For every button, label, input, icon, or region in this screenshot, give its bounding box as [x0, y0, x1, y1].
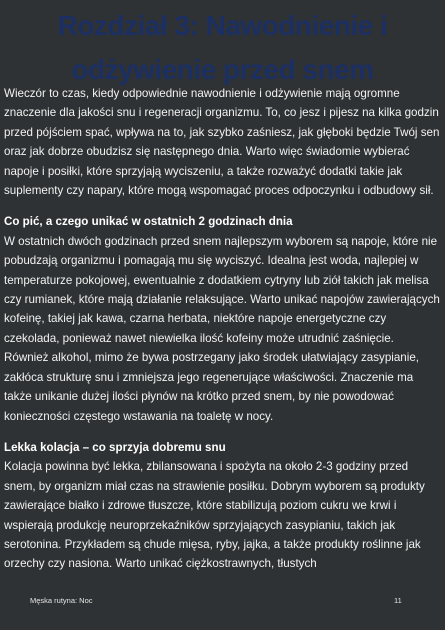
chapter-title: Rozdział 3: Nawodnienie i odżywienie przed snem	[57, 10, 388, 85]
section-body-drinks: W ostatnich dwóch godzinach przed snem najlepszym wyborem są napoje, które nie pobudzają organizmu i pomagają mu się wyciszyć. Idealna jest woda, najlepiej w temperaturze pokojowej, ewentualnie z dodatkiem cytryny lub ziół takich jak melisa czy rumianek, które mają działanie relaksujące. Warto unikać napojów zawierających kofeinę, takiej jak kawa, czarna herbata, niektóre napoje energetyczne czy czekolada, ponieważ nawet niewielka ilość kofeiny może utrudnić zaśnięcie. Również alkohol, mimo że bywa postrzegany jako środek ułatwiający zasypianie, zakłóca strukturę snu i zmniejsza jego regenerujące właściwości. Znaczenie ma także unikanie dużej ilości płynów na krótko przed snem, by nie powodować konieczności częstego wstawania na toaletę w nocy.	[4, 234, 440, 423]
section-heading-drinks: Co pić, a czego unikać w ostatnich 2 godzinach dnia	[4, 215, 293, 229]
section-body-dinner: Kolacja powinna być lekka, zbilansowana i spożyta na około 2-3 godziny przed snem, by organizm miał czas na strawienie posiłku. Dobrym wyborem są produkty zawierające białko i zdrowe tłuszcze, które stabilizują poziom cukru we krwi i wspierają produkcję neuroprzekaźników sprzyjających zasypianiu, takich jak serotonina. Przykładem są chude mięsa, ryby, jajka, a także produkty roślinne jak orzechy czy nasiona. Warto unikać ciężkostrawnych, tłustych	[4, 460, 425, 571]
footer-book-title: Męska rutyna: Noc	[30, 596, 93, 605]
section-heading-dinner: Lekka kolacja – co sprzyja dobremu snu	[4, 440, 226, 454]
intro-paragraph: Wieczór to czas, kiedy odpowiednie nawodnienie i odżywienie mają ogromne znaczenie dla jakości snu i regeneracji organizmu. To, co jesz i pijesz na kilka godzin przed pójściem spać, wpływa na to, jak szybko zaśniesz, jak głęboki będzie Twój sen oraz jak dobrze obudzisz się następnego dnia. Warto więc świadomie wybierać napoje i posiłki, które sprzyjają wyciszeniu, a także rozważyć dodatki takie jak suplementy czy napary, które mogą wspomagać proces odpoczynku i odbudowy sił.	[4, 87, 440, 198]
page-content	[4, 84, 441, 574]
spacer	[4, 426, 441, 438]
spacer	[4, 200, 441, 212]
page-number: 11	[394, 596, 402, 605]
